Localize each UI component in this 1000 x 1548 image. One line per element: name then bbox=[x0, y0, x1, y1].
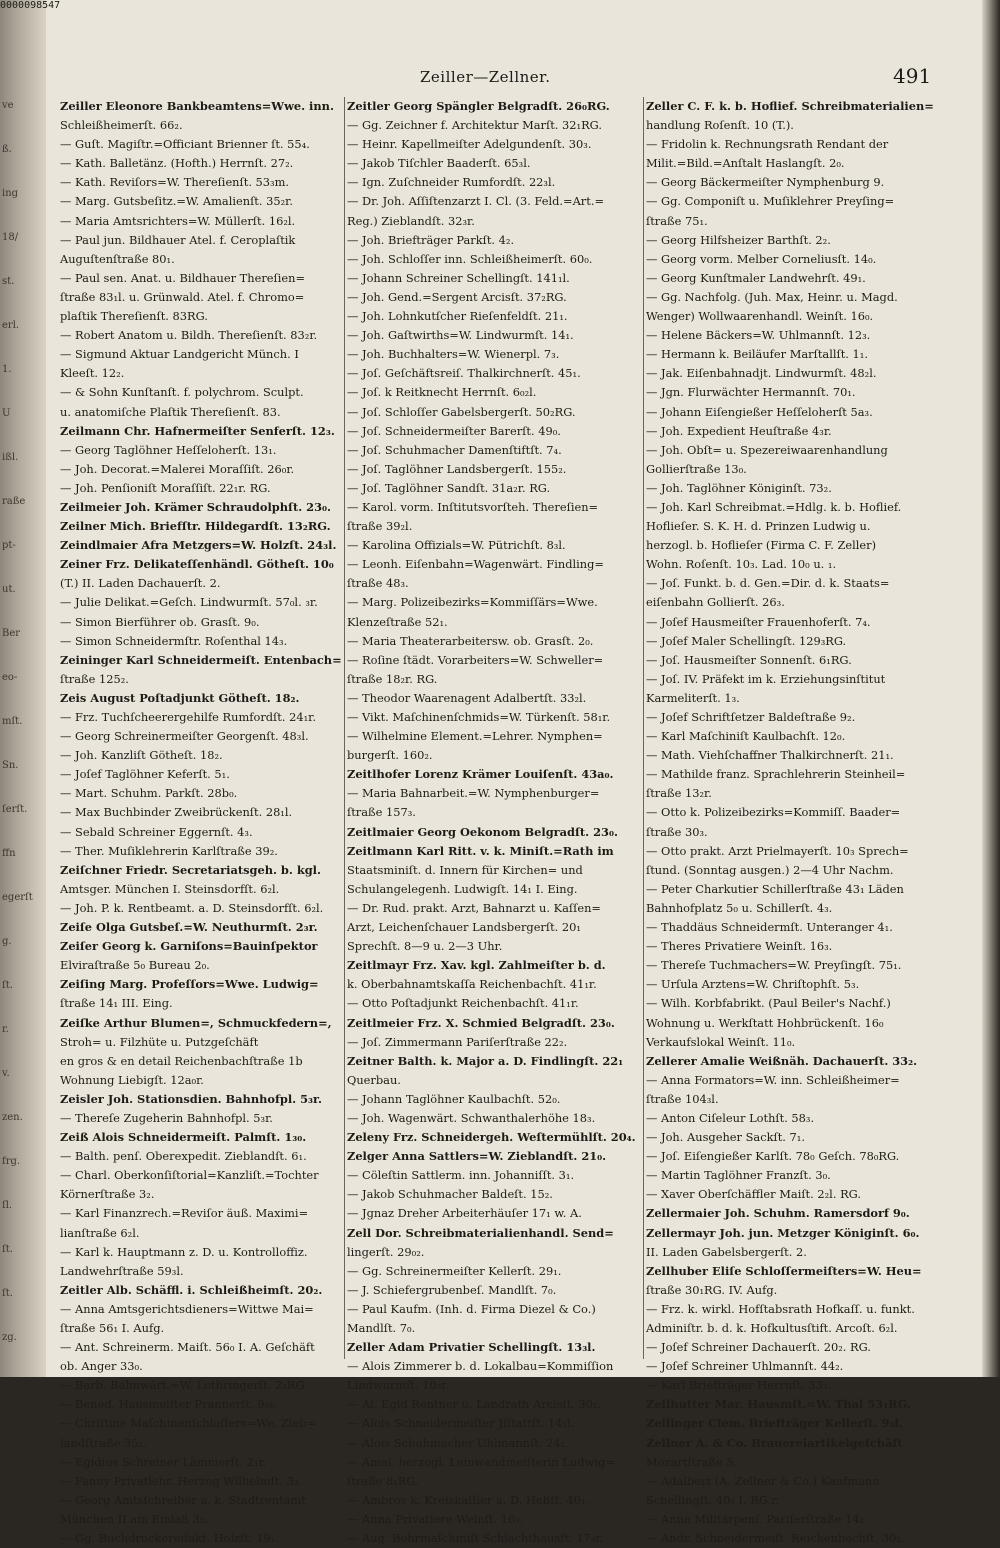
entry-heading-line: Zeiß Alois Schneidermeiſt. Palmſt. 1₃₀. bbox=[60, 1130, 307, 1145]
entry-line: — Egidius Schreiner Lämmerſt. 2₁r. bbox=[60, 1454, 267, 1469]
entry-line: — Joſ. k Reitknecht Herrnſt. 6₀₂l. bbox=[347, 385, 537, 400]
entry-line: — Roſine ſtädt. Vorarbeiters=W. Schweller= bbox=[347, 652, 604, 667]
entry-heading-line: Zeitlmeier Frz. X. Schmied Belgradſt. 23₀. bbox=[347, 1015, 615, 1030]
entry-line: — Urſula Arztens=W. Chriſtophſt. 5₃. bbox=[646, 977, 860, 992]
entry-line: — Gg. Schreinermeiſter Kellerſt. 29₁. bbox=[347, 1263, 562, 1278]
gutter-fragment: pt- bbox=[2, 540, 16, 551]
entry-line: — Georg Taglöhner Heſſeloherſt. 13₁. bbox=[60, 442, 277, 457]
gutter-fragment: eo- bbox=[2, 672, 18, 683]
gutter-fragment: ut. bbox=[2, 584, 16, 595]
entry-line: — Georg Amtsſchreiber a. k. Stadtrentamt bbox=[60, 1492, 306, 1507]
entry-line: handlung Roſenſt. 10 (T.). bbox=[646, 118, 794, 133]
gutter-fragment: ſl. bbox=[2, 1200, 13, 1211]
entry-line: Adminiſtr. b. d. k. Hofkultusſtift. Arcoſt. 6₂l. bbox=[646, 1321, 898, 1335]
entry-line: — Guſt. Magiſtr.=Officiant Brienner ſt. 55₄. bbox=[60, 137, 310, 152]
entry-line: — Joſ. Eiſengießer Karlſt. 78₀ Geſch. 78₀RG. bbox=[646, 1149, 900, 1164]
entry-heading-line: Zellner A. & Co. Brauereiartikelgeſchäft bbox=[646, 1435, 903, 1450]
entry-line: — Joh. Ausgeher Sackſt. 7₁. bbox=[646, 1130, 805, 1145]
column-rule bbox=[643, 97, 644, 1359]
archive-id: 0000098547 bbox=[0, 0, 61, 11]
entry-line: Amtsger. München I. Steinsdorfſt. 6₂l. bbox=[60, 881, 280, 896]
entry-line: — Joh. Penſioniſt Moraſſiſt. 22₁r. RG. bbox=[60, 480, 271, 495]
entry-line: ſtraße 125₂. bbox=[60, 671, 129, 686]
entry-heading-line: Zellerer Amalie Weißnäh. Dachauerſt. 33₂. bbox=[646, 1053, 918, 1068]
entry-line: — Dr. Joh. Aſſiſtenzarzt I. Cl. (3. Feld.=Art.= bbox=[347, 194, 604, 209]
entry-line: ſtraße 13₂r. bbox=[646, 786, 712, 801]
gutter-fragment: ißl. bbox=[2, 452, 19, 463]
entry-line: plaſtik Thereſienſt. 83RG. bbox=[60, 309, 208, 324]
entry-heading-line: Zeiſing Marg. Profeſſors=Wwe. Ludwig= bbox=[60, 977, 319, 992]
entry-line: Wenger) Wollwaarenhandl. Weinſt. 16₀. bbox=[646, 309, 874, 324]
entry-line: — Joſ. IV. Präfekt im k. Erziehungsinſtitut bbox=[646, 671, 886, 686]
entry-line: Hoflieſer. S. K. H. d. Prinzen Ludwig u. bbox=[646, 519, 871, 534]
entry-heading-line: Zeiller Eleonore Bankbeamtens=Wwe. inn. bbox=[60, 99, 334, 113]
gutter-fragment: ſerſt. bbox=[2, 804, 28, 815]
entry-line: — Joſef Taglöhner Keferſt. 5₁. bbox=[60, 767, 230, 782]
entry-line: — Vikt. Maſchinenſchmids=W. Türkenſt. 58₁r. bbox=[347, 710, 611, 724]
gutter-fragment: ſt. bbox=[2, 1288, 13, 1299]
entry-line: — Joſ. Geſchäftsreiſ. Thalkirchnerſt. 45₁. bbox=[347, 366, 581, 381]
gutter-fragment: raße bbox=[2, 496, 26, 507]
entry-line: — Charl. Oberkonſiſtorial=Kanzliſt.=Tochter bbox=[60, 1168, 319, 1183]
gutter-fragment: erl. bbox=[2, 320, 20, 331]
entry-line: — Jgn. Flurwächter Hermannſt. 70₁. bbox=[646, 385, 856, 400]
entry-line: — Karolina Offizials=W. Pütrichſt. 8₃l. bbox=[347, 538, 566, 553]
gutter-fragment: U bbox=[2, 408, 11, 419]
entry-line: — Al. Egid Rentner u. Landrath Arcisſt. 30₂. bbox=[347, 1397, 602, 1412]
entry-line: — Georg Hilfsheizer Barthſt. 2₂. bbox=[646, 232, 831, 247]
entry-line: Karmeliterſt. 1₃. bbox=[646, 690, 740, 705]
entry-line: — Theres Privatiere Weinſt. 16₃. bbox=[646, 939, 833, 954]
entry-heading-line: Zeitler Georg Spängler Belgradſt. 26₀RG. bbox=[347, 99, 610, 113]
entry-line: ſtraße 104₃l. bbox=[646, 1091, 719, 1106]
entry-line: Arzt, Leichenſchauer Landsbergerſt. 20₁ bbox=[347, 920, 581, 935]
entry-line: Reg.) Zieblandſt. 32₃r. bbox=[347, 213, 475, 228]
entry-line: — Sebald Schreiner Eggernſt. 4₃. bbox=[60, 824, 253, 839]
entry-line: — Marg. Gutsbeſitz.=W. Amalienſt. 35₂r. bbox=[60, 194, 293, 209]
gutter-fragment: ve bbox=[2, 100, 14, 111]
entry-line: — Thereſe Tuchmachers=W. Preyſingſt. 75₁. bbox=[646, 958, 902, 973]
entry-line: — Jak. Eiſenbahnadjt. Lindwurmſt. 48₂l. bbox=[646, 366, 877, 381]
entry-line: Mandlſt. 7₀. bbox=[347, 1321, 416, 1335]
entry-line: — Alois Zimmerer b. d. Lokalbau=Kommiſſion bbox=[347, 1359, 614, 1374]
entry-line: — Joh. Taglöhner Königinſt. 73₂. bbox=[646, 480, 832, 495]
entry-heading-line: Zeilmann Chr. Hafnermeiſter Senferſt. 12₃. bbox=[60, 423, 335, 438]
entry-heading-line: Zeitler Alb. Schäffl. i. Schleißheimſt. 20₂. bbox=[60, 1282, 323, 1297]
entry-line: — Simon Schneidermſtr. Roſenthal 14₃. bbox=[60, 633, 288, 648]
entry-line: landſtraße 35₂. bbox=[60, 1435, 147, 1450]
gutter-fragment: g. bbox=[2, 936, 12, 947]
column-rule bbox=[344, 97, 345, 1359]
entry-line: — Joh. Obſt= u. Spezereiwaarenhandlung bbox=[646, 442, 888, 457]
entry-line: — Balth. penſ. Oberexpedit. Zieblandſt. 6₁. bbox=[60, 1149, 307, 1164]
entry-line: — Max Buchbinder Zweibrückenſt. 28₁l. bbox=[60, 805, 293, 820]
entry-line: Querbau. bbox=[347, 1072, 401, 1087]
entry-line: en gros & en detail Reichenbachſtraße 1b bbox=[60, 1053, 303, 1068]
entry-line: — Joſ. Schuhmacher Damenſtiftſt. 7₄. bbox=[347, 442, 562, 457]
gutter-fragment: st. bbox=[2, 276, 15, 287]
entry-heading-line: Zell Dor. Schreibmaterialienhandl. Send= bbox=[347, 1225, 614, 1240]
entry-line: ſtraße 18₂r. RG. bbox=[347, 671, 438, 686]
entry-line: ſtund. (Sonntag ausgen.) 2—4 Uhr Nachm. bbox=[646, 862, 894, 877]
entry-heading-line: Zeitlhofer Lorenz Krämer Louiſenſt. 43a₀. bbox=[347, 767, 614, 782]
entry-line: — Gg. Buchdruckereifakt. Holzſt. 19₁. bbox=[60, 1531, 279, 1546]
entry-heading-line: Zeitlmaier Georg Oekonom Belgradſt. 23₀. bbox=[347, 824, 618, 839]
directory-column-3 bbox=[646, 97, 934, 1546]
entry-line: Elviraſtraße 5₀ Bureau 2₀. bbox=[60, 958, 210, 973]
gutter-fragment: v. bbox=[2, 1068, 10, 1079]
entry-line: — Adalbert (A. Zellner & Co.) Kaufmann bbox=[646, 1473, 880, 1488]
entry-line: — Barb. Bahnwärt.=W. Lothringerſt. 2₃RG. bbox=[60, 1378, 308, 1393]
entry-line: — Thereſe Zugeherin Bahnhofpl. 5₃r. bbox=[60, 1110, 273, 1125]
entry-heading-line: Zeis August Poſtadjunkt Götheſt. 18₂. bbox=[60, 690, 300, 705]
entry-line: — Joſef Hausmeiſter Frauenhoferſt. 7₄. bbox=[646, 614, 871, 629]
gutter-fragment: ing bbox=[2, 188, 19, 199]
entry-line: — Karl Briefträger Herrnſt. 33₃. bbox=[646, 1378, 831, 1393]
entry-line: — Cöleſtin Sattlerm. inn. Johanniſſt. 3₁. bbox=[347, 1168, 575, 1183]
entry-line: — Otto prakt. Arzt Prielmayerſt. 10₃ Sprech= bbox=[646, 843, 909, 858]
gutter-fragment: ſt. bbox=[2, 1244, 13, 1255]
entry-line: — Gg. Componiſt u. Muſiklehrer Preyſing= bbox=[646, 194, 895, 209]
entry-line: — Heinr. Kapellmeiſter Adelgundenſt. 30₃. bbox=[347, 137, 592, 152]
gutter-fragment: ffn bbox=[2, 848, 16, 859]
left-binding-gutter bbox=[0, 0, 46, 1377]
gutter-fragment: 1. bbox=[2, 364, 12, 375]
entry-line: — Georg Schreinermeiſter Georgenſt. 48₃l. bbox=[60, 729, 309, 744]
entry-line: — Fridolin k. Rechnungsrath Rendant der bbox=[646, 137, 889, 152]
entry-line: — Joſ. Funkt. b. d. Gen.=Dir. d. k. Staats= bbox=[646, 576, 890, 591]
entry-line: — Joſ. Taglöhner Landsbergerſt. 155₂. bbox=[347, 461, 567, 476]
right-page-edge bbox=[982, 0, 1000, 1377]
gutter-fragment: zen. bbox=[2, 1112, 23, 1123]
entry-line: Lindwurmſt. 10₃r. bbox=[347, 1378, 450, 1393]
entry-heading-line: Zeindlmaier Afra Metzgers=W. Holzſt. 24₃l. bbox=[60, 538, 337, 553]
entry-line: — Karl k. Hauptmann z. D. u. Kontrolloffiz. bbox=[60, 1244, 308, 1259]
entry-line: — Karl Maſchiniſt Kaulbachſt. 12₀. bbox=[646, 729, 846, 744]
entry-line: — Karol. vorm. Inſtitutsvorſteh. Thereſien= bbox=[347, 499, 599, 514]
page-running-header: Zeiller—Zellner. bbox=[420, 68, 551, 86]
entry-line: — Frz. k. wirkl. Hofſtabsrath Hofkaſſ. u. funkt. bbox=[646, 1301, 915, 1316]
entry-line: — Johann Eiſengießer Heſſeloherſt 5a₃. bbox=[646, 404, 873, 419]
entry-line: — Hermann k. Beiläufer Marſtallſt. 1₁. bbox=[646, 347, 868, 362]
entry-line: — Joh. Expedient Heuſtraße 4₃r. bbox=[646, 423, 832, 438]
entry-heading-line: Zellhutter Mar. Hausmſt.=W. Thal 53₁RG. bbox=[646, 1397, 911, 1412]
entry-heading-line: Zelger Anna Sattlers=W. Zieblandſt. 21₀. bbox=[347, 1149, 607, 1164]
entry-line: herzogl. b. Hoflieſer (Firma C. F. Zeller) bbox=[646, 538, 877, 553]
entry-line: ſtraße 83₁l. u. Grünwald. Atel. f. Chromo= bbox=[60, 289, 305, 304]
entry-heading-line: Zellermayr Joh. jun. Metzger Königinſt. 6₀. bbox=[646, 1225, 920, 1240]
entry-line: Milit.=Bild.=Anſtalt Haslangſt. 2₀. bbox=[646, 156, 845, 171]
entry-line: Verkaufslokal Weinſt. 11₀. bbox=[646, 1034, 796, 1049]
entry-heading-line: Zeleny Frz. Schneidergeh. Weſtermühlſt. 20₄. bbox=[347, 1130, 636, 1145]
entry-line: Kleeſt. 12₂. bbox=[60, 366, 125, 381]
entry-line: — Simon Bierführer ob. Grasſt. 9₀. bbox=[60, 614, 260, 629]
entry-line: — Paul Kaufm. (Inh. d. Firma Diezel & Co.) bbox=[347, 1301, 596, 1316]
entry-heading-line: Zeiſchner Friedr. Secretariatsgeh. b. kgl. bbox=[60, 862, 321, 877]
entry-line: — Peter Charkutier Schillerſtraße 43₁ Läden bbox=[646, 881, 904, 896]
entry-line: — Kath. Reviſors=W. Thereſienſt. 53₃m. bbox=[60, 175, 290, 190]
entry-line: — Paul jun. Bildhauer Atel. f. Ceroplaſtik bbox=[60, 232, 296, 247]
entry-line: u. anatomiſche Plaſtik Thereſienſt. 83. bbox=[60, 404, 281, 419]
gutter-fragment: ß. bbox=[2, 144, 12, 155]
entry-line: lingerſt. 29₀₂. bbox=[347, 1244, 425, 1259]
directory-column-2 bbox=[347, 97, 642, 1546]
entry-heading-line: Zeiſe Olga Gutsbeſ.=W. Neuthurmſt. 2₃r. bbox=[60, 920, 318, 935]
entry-line: ſtraße 56₁ I. Aufg. bbox=[60, 1321, 165, 1335]
entry-line: — Dr. Rud. prakt. Arzt, Bahnarzt u. Kaſſen= bbox=[347, 900, 601, 915]
entry-line: — Kath. Balletänz. (Hofth.) Herrnſt. 27₂. bbox=[60, 156, 294, 171]
entry-line: — Joh. Lohnkutſcher Rieſenfeldſt. 21₁. bbox=[347, 309, 568, 324]
entry-line: — Joſ. Schneidermeiſter Barerſt. 49₀. bbox=[347, 423, 561, 438]
entry-heading-line: Zeiner Frz. Delikateſſenhändl. Götheſt. 10₀ bbox=[60, 557, 334, 572]
entry-line: — Joſef Maler Schellingſt. 129₃RG. bbox=[646, 633, 847, 648]
entry-line: lianſtraße 6₂l. bbox=[60, 1225, 140, 1240]
entry-line: — Maria Theaterarbeitersw. ob. Grasſt. 2₀. bbox=[347, 633, 594, 648]
entry-heading-line: Zeilner Mich. Briefſtr. Hildegardſt. 13₂RG. bbox=[60, 519, 331, 534]
entry-line: — Karl Finanzrech.=Reviſor äuß. Maximi= bbox=[60, 1206, 309, 1221]
entry-line: Sprechſt. 8—9 u. 2—3 Uhr. bbox=[347, 939, 503, 954]
entry-heading-line: Zellermaier Joh. Schuhm. Ramersdorf 9₀. bbox=[646, 1206, 910, 1221]
entry-line: — Ambros k. Kreiskaſſier a. D. Heßſt. 40₁. bbox=[347, 1492, 590, 1507]
entry-line: — Ign. Zuſchneider Rumfordſt. 22₃l. bbox=[347, 175, 556, 190]
gutter-fragment: Sn. bbox=[2, 760, 19, 771]
entry-line: — Wilh. Korbfabrikt. (Paul Beiler's Nachf.) bbox=[646, 996, 891, 1011]
entry-heading-line: Zeitlmann Karl Ritt. v. k. Miniſt.=Rath im bbox=[347, 843, 614, 858]
entry-line: Körnerſtraße 3₂. bbox=[60, 1187, 155, 1202]
entry-heading-line: Zeitlmayr Frz. Xav. kgl. Zahlmeiſter b. d. bbox=[347, 958, 606, 973]
entry-line: — Paul sen. Anat. u. Bildhauer Thereſien= bbox=[60, 270, 306, 285]
entry-line: — Marg. Polizeibezirks=Kommiſſärs=Wwe. bbox=[347, 595, 598, 610]
entry-line: — Georg Bäckermeiſter Nymphenburg 9. bbox=[646, 175, 885, 190]
entry-line: Landwehrſtraße 59₃l. bbox=[60, 1263, 184, 1278]
entry-line: — Georg vorm. Melber Corneliusſt. 14₀. bbox=[646, 251, 877, 266]
entry-line: — Mart. Schuhm. Parkſt. 28b₀. bbox=[60, 786, 238, 801]
entry-line: Wohn. Roſenſt. 10₃. Lad. 10₀ u. ₁. bbox=[646, 557, 837, 572]
gutter-fragment: r. bbox=[2, 1024, 9, 1035]
entry-line: — Anna Privatiere Weinſt. 16₃. bbox=[347, 1511, 524, 1526]
gutter-fragment: egerſt bbox=[2, 892, 33, 903]
entry-line: — Joh. Gaſtwirths=W. Lindwurmſt. 14₁. bbox=[347, 328, 574, 343]
entry-line: Gollierſtraße 13₀. bbox=[646, 461, 747, 476]
entry-line: ſtraße 30₁RG. IV. Aufg. bbox=[646, 1282, 778, 1297]
entry-line: — Maria Bahnarbeit.=W. Nymphenburger= bbox=[347, 786, 600, 801]
entry-line: — Julie Delikat.=Geſch. Lindwurmſt. 57₀l. ₃r. bbox=[60, 595, 318, 610]
entry-line: Auguſtenſtraße 80₁. bbox=[60, 251, 175, 266]
entry-line: — Andr. Schneidermeiſt. Reichenbachſt. 30₃. bbox=[646, 1531, 905, 1546]
entry-line: ob. Anger 33₀. bbox=[60, 1359, 143, 1374]
entry-heading-line: Zeisler Joh. Stationsdien. Bahnhofpl. 5₃r. bbox=[60, 1091, 322, 1106]
entry-line: Mozartſtraße 5. bbox=[646, 1454, 738, 1469]
entry-line: Schulangelegenh. Ludwigſt. 14₁ I. Eing. bbox=[347, 881, 578, 896]
entry-line: — Thaddäus Schneidermſt. Unteranger 4₁. bbox=[646, 920, 893, 935]
entry-heading-line: Zeitner Balth. k. Major a. D. Findlingſt. 22₁ bbox=[347, 1053, 624, 1068]
entry-line: — Joh. Decorat.=Malerei Moraſſiſt. 26₀r. bbox=[60, 461, 295, 476]
entry-heading-line: Zeller Adam Privatier Schellingſt. 13₃l. bbox=[347, 1340, 596, 1355]
entry-line: — Joh. Gend.=Sergent Arcisſt. 37₂RG. bbox=[347, 289, 567, 304]
entry-line: — Anna Amtsgerichtsdieners=Wittwe Mai= bbox=[60, 1301, 314, 1316]
entry-line: — Helene Bäckers=W. Uhlmannſt. 12₃. bbox=[646, 328, 871, 343]
entry-line: — Joh. Buchhalters=W. Wienerpl. 7₃. bbox=[347, 347, 560, 362]
entry-line: — Chriſtine Maſchinenſchloſſers=We. Zieb= bbox=[60, 1416, 317, 1431]
entry-line: ſtraße 39₂l. bbox=[347, 519, 413, 534]
entry-line: — Mathilde franz. Sprachlehrerin Steinheil= bbox=[646, 767, 906, 782]
entry-line: — Maria Amtsrichters=W. Müllerſt. 16₂l. bbox=[60, 213, 296, 228]
entry-line: — Joſ. Zimmermann Pariſerſtraße 22₂. bbox=[347, 1034, 568, 1049]
entry-heading-line: Zeller C. F. k. b. Hoflief. Schreibmaterialien= bbox=[646, 99, 934, 113]
entry-line: — Jakob Tiſchler Baaderſt. 65₃l. bbox=[347, 156, 531, 171]
entry-line: — Anna Militärpenſ. Pariſerſtraße 14₂. bbox=[646, 1511, 868, 1526]
entry-line: — Joſef Schreiner Uhlmannſt. 44₂. bbox=[646, 1359, 844, 1374]
gutter-fragment: frg. bbox=[2, 1156, 21, 1167]
gutter-fragment: Ber bbox=[2, 628, 21, 639]
entry-line: — Wilhelmine Element.=Lehrer. Nymphen= bbox=[347, 729, 603, 744]
entry-line: burgerſt. 160₂. bbox=[347, 748, 433, 763]
entry-line: ſtraße 48₃. bbox=[347, 576, 409, 591]
entry-line: Bahnhofplatz 5₀ u. Schillerſt. 4₃. bbox=[646, 900, 833, 915]
entry-line: — Bened. Hausmeiſter Prannerſt. 9₀₄. bbox=[60, 1397, 278, 1412]
entry-line: — Frz. Tuchſcheerergehilfe Rumfordſt. 24₁r. bbox=[60, 710, 316, 724]
entry-heading-line: Zeilmeier Joh. Krämer Schraudolphſt. 23₀. bbox=[60, 499, 331, 514]
entry-line: — Amal. herzogl. Leinwandmeiſterin Ludwig= bbox=[347, 1454, 615, 1469]
entry-line: — Gg. Zeichner f. Architektur Marſt. 32₁RG. bbox=[347, 118, 602, 133]
entry-line: II. Laden Gabelsbergerſt. 2. bbox=[646, 1244, 807, 1259]
gutter-fragment: 18/ bbox=[2, 232, 19, 243]
entry-line: — J. Schiefergrubenbeſ. Mandlſt. 7₀. bbox=[347, 1282, 557, 1297]
entry-line: — Joſ. Taglöhner Sandſt. 31a₂r. RG. bbox=[347, 480, 551, 495]
entry-heading-line: Zellinger Clem. Briefträger Kellerſt. 9₃l. bbox=[646, 1416, 903, 1431]
entry-heading-line: Zeininger Karl Schneidermeiſt. Entenbach= bbox=[60, 652, 342, 667]
entry-heading-line: Zeiſke Arthur Blumen=, Schmuckfedern=, bbox=[60, 1015, 332, 1030]
entry-line: — Ther. Muſiklehrerin Karlſtraße 39₂. bbox=[60, 843, 278, 858]
gutter-fragment: ſt. bbox=[2, 980, 13, 991]
directory-column-1 bbox=[60, 97, 342, 1546]
entry-heading-line: Zeiſer Georg k. Garniſons=Bauinſpektor bbox=[60, 939, 318, 954]
entry-line: — Xaver Oberſchäffler Maiſt. 2₂l. RG. bbox=[646, 1187, 861, 1202]
entry-line: — Martin Taglöhner Franzſt. 3₀. bbox=[646, 1168, 831, 1183]
entry-line: — Otto k. Polizeibezirks=Kommiſſ. Baader= bbox=[646, 805, 901, 820]
entry-line: ſtraße 14₁ III. Eing. bbox=[60, 996, 173, 1011]
entry-line: — Johann Schreiner Schellingſt. 141₁l. bbox=[347, 270, 570, 285]
entry-line: — Fanny Privatlehr. Herzog Wilhelmſt. 3₃. bbox=[60, 1473, 303, 1488]
gutter-fragment: zg. bbox=[2, 1332, 17, 1343]
entry-line: — Johann Taglöhner Kaulbachſt. 52₀. bbox=[347, 1091, 561, 1106]
entry-line: — Joh. Wagenwärt. Schwanthalerhöhe 18₃. bbox=[347, 1110, 596, 1125]
entry-heading-line: Zellhuber Eliſe Schloſſermeiſters=W. Heu= bbox=[646, 1263, 922, 1278]
entry-line: — Joſef Schreiner Dachauerſt. 20₂. RG. bbox=[646, 1340, 871, 1355]
entry-line: — Alois Schuhmacher Uhlmannſt. 24₁. bbox=[347, 1435, 569, 1450]
entry-line: ſtraße 30₃. bbox=[646, 824, 708, 839]
entry-line: Klenzeſtraße 52₁. bbox=[347, 614, 448, 629]
entry-line: — Jakob Schuhmacher Baldeſt. 15₂. bbox=[347, 1187, 553, 1202]
page-number: 491 bbox=[893, 64, 932, 88]
entry-line: — Joh. Karl Schreibmat.=Hdlg. k. b. Hoflief. bbox=[646, 499, 902, 514]
entry-line: — Aug. Bohrmaſchiniſt Schlachthausſt. 17₃r. bbox=[347, 1531, 604, 1546]
entry-line: (T.) II. Laden Dachauerſt. 2. bbox=[60, 576, 221, 591]
entry-line: — Gg. Nachfolg. (Juh. Max, Heinr. u. Magd. bbox=[646, 289, 898, 304]
entry-line: — Joh. Briefträger Parkſt. 4₂. bbox=[347, 232, 515, 247]
entry-line: Schellingſt. 40₂ I. RG.r. bbox=[646, 1492, 779, 1507]
entry-line: — Joſ. Hausmeiſter Sonnenſt. 6₁RG. bbox=[646, 652, 852, 667]
entry-line: — Leonh. Eiſenbahn=Wagenwärt. Findling= bbox=[347, 557, 604, 572]
entry-line: k. Oberbahnamtskaſſa Reichenbachſt. 41₁r. bbox=[347, 977, 597, 992]
entry-line: Stroh= u. Filzhüte u. Putzgeſchäft bbox=[60, 1034, 259, 1049]
entry-line: München II am Einlaß 3₃. bbox=[60, 1511, 208, 1526]
entry-line: Staatsminiſt. d. Innern für Kirchen= und bbox=[347, 862, 583, 877]
entry-line: eiſenbahn Gollierſt. 26₃. bbox=[646, 595, 785, 610]
entry-line: — Math. Viehſchaffner Thalkirchnerſt. 21₁. bbox=[646, 748, 894, 763]
entry-line: — Alois Schneidermeiſter Jſſtattſt. 14₂l. bbox=[347, 1416, 575, 1431]
entry-line: Wohnung u. Werkſtatt Hohbrückenſt. 16₀ bbox=[646, 1015, 884, 1030]
entry-line: — Otto Poſtadjunkt Reichenbachſt. 41₁r. bbox=[347, 996, 579, 1011]
entry-line: — Anton Ciſeleur Lothſt. 58₃. bbox=[646, 1110, 815, 1125]
entry-line: — Robert Anatom u. Bildh. Thereſienſt. 83₂r. bbox=[60, 328, 318, 343]
entry-line: — Anna Formators=W. inn. Schleißheimer= bbox=[646, 1072, 900, 1087]
entry-line: — Georg Kunſtmaler Landwehrſt. 49₁. bbox=[646, 270, 866, 285]
gutter-fragment: mſt. bbox=[2, 716, 23, 727]
entry-line: — Joſef Schriftſetzer Baldeſtraße 9₂. bbox=[646, 710, 856, 724]
entry-line: — Joh. Schloſſer inn. Schleißheimerſt. 60₀. bbox=[347, 251, 593, 266]
entry-line: ſtraße 8₁RG. bbox=[347, 1473, 419, 1488]
entry-line: — Joh. Kanzliſt Götheſt. 18₂. bbox=[60, 748, 223, 763]
entry-line: — Jgnaz Dreher Arbeiterhäuſer 17₁ w. A. bbox=[347, 1206, 582, 1221]
entry-line: — Sigmund Aktuar Landgericht Münch. I bbox=[60, 347, 299, 362]
entry-line: — Joh. P. k. Rentbeamt. a. D. Steinsdorfſt. 6₂l. bbox=[60, 900, 324, 915]
entry-line: Wohnung Liebigſt. 12a₀r. bbox=[60, 1072, 204, 1087]
entry-line: ſtraße 157₃. bbox=[347, 805, 416, 820]
entry-line: — & Sohn Kunſtanſt. f. polychrom. Sculpt. bbox=[60, 385, 304, 400]
entry-line: Schleißheimerſt. 66₂. bbox=[60, 118, 183, 133]
entry-line: — Joſ. Schloſſer Gabelsbergerſt. 50₂RG. bbox=[347, 404, 576, 419]
entry-line: — Ant. Schreinerm. Maiſt. 56₀ I. A. Geſchäft bbox=[60, 1340, 315, 1355]
entry-line: ſtraße 75₁. bbox=[646, 213, 708, 228]
entry-line: — Theodor Waarenagent Adalbertſt. 33₂l. bbox=[347, 690, 587, 705]
